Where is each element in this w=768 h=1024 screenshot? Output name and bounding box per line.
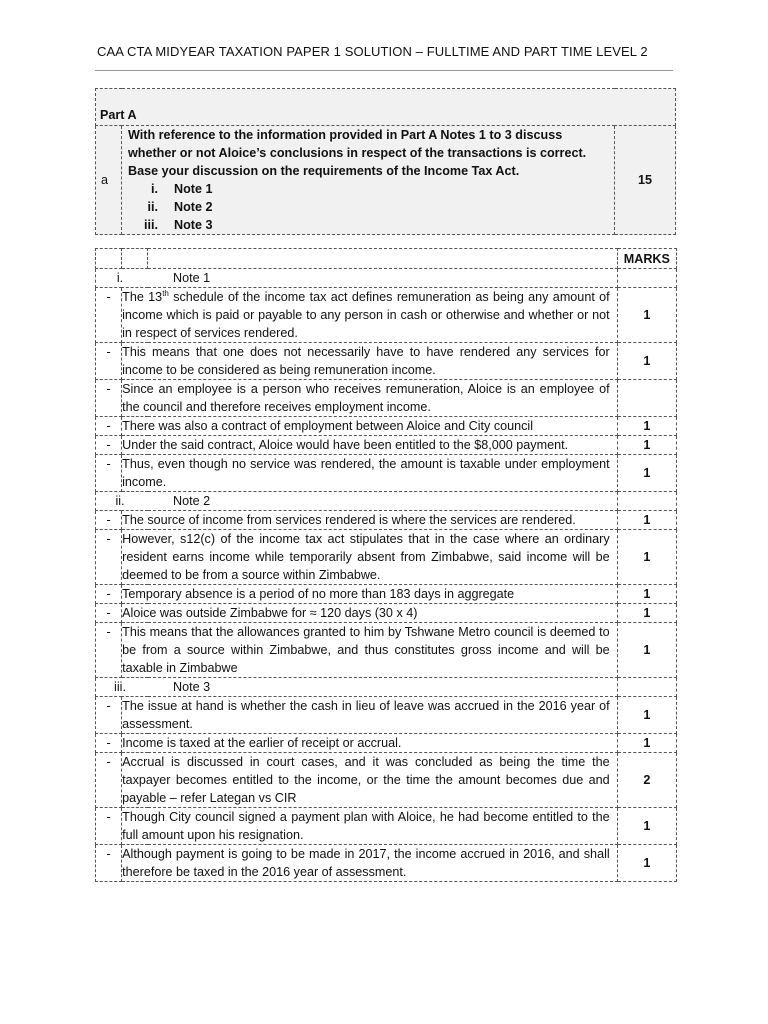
part-a-title: Part A	[96, 89, 676, 126]
bullet-dash: -	[96, 585, 122, 604]
solution-text: Although payment is going to be made in 2017, the income accrued in 2016, and shall therefore be taxed in the 2016 year of assessment.	[122, 845, 618, 882]
note-heading-row: ii. Note 2	[96, 492, 677, 511]
solution-text: Since an employee is a person who receives remuneration, Aloice is an employee of the council and therefore receives employment income.	[122, 380, 618, 417]
question-marks: 15	[615, 126, 676, 235]
solution-text: Income is taxed at the earlier of receipt or accrual.	[122, 734, 618, 753]
row-mark: 1	[617, 511, 676, 530]
marks-header: MARKS	[617, 249, 676, 269]
solution-row	[96, 288, 677, 343]
row-mark: 1	[617, 604, 676, 623]
solution-row	[96, 845, 677, 882]
solution-text: The 13th schedule of the income tax act defines remuneration as being any amount of income which is paid or payable to any person in cash or otherwise and whether or not in respect of services rendered.	[122, 288, 618, 343]
row-mark: 1	[617, 808, 676, 845]
row-mark: 1	[617, 734, 676, 753]
bullet-dash: -	[96, 734, 122, 753]
solution-text: This means that the allowances granted to him by Tshwane Metro council is deemed to be from a source within Zimbabwe, and thus constitutes gross income and will be taxable in Zimbabwe	[122, 623, 618, 678]
solution-row	[96, 697, 677, 734]
note-heading-row: i. Note 1	[96, 269, 677, 288]
question-cell	[122, 126, 615, 235]
bullet-dash: -	[96, 753, 122, 808]
bullet-dash: -	[96, 845, 122, 882]
bullet-dash: -	[96, 808, 122, 845]
question-text: With reference to the information provided in Part A Notes 1 to 3 discuss whether or not Aloice’s conclusions in respect of the transactions is correct. Base your discussion on the requirements of the Income Tax Act.	[128, 128, 587, 178]
solution-text: Though City council signed a payment plan with Aloice, he had become entitled to the full amount upon his resignation.	[122, 808, 618, 845]
note-heading-row: iii. Note 3	[96, 678, 677, 697]
bullet-dash: -	[96, 417, 122, 436]
row-mark: 1	[617, 697, 676, 734]
document-header: CAA CTA MIDYEAR TAXATION PAPER 1 SOLUTION – FULLTIME AND PART TIME LEVEL 2	[97, 44, 648, 59]
row-mark: 1	[617, 530, 676, 585]
solution-text: This means that one does not necessarily have to have rendered any services for income to be considered as being remuneration income.	[122, 343, 618, 380]
solution-row	[96, 343, 677, 380]
solution-row	[96, 604, 677, 623]
solution-row	[96, 734, 677, 753]
solution-row	[96, 530, 677, 585]
row-mark: 2	[617, 753, 676, 808]
bullet-dash: -	[96, 697, 122, 734]
header-rule	[95, 70, 673, 71]
solution-text: Under the said contract, Aloice would have been entitled to the $8,000 payment.	[122, 436, 618, 455]
row-mark: 1	[617, 585, 676, 604]
question-subitem: ii. Note 2	[147, 200, 213, 214]
bullet-dash: -	[96, 604, 122, 623]
bullet-dash: -	[96, 380, 122, 417]
solution-text: Temporary absence is a period of no more than 183 days in aggregate	[122, 585, 618, 604]
question-subitem: iii. Note 3	[144, 218, 213, 232]
solution-row	[96, 455, 677, 492]
bullet-dash: -	[96, 455, 122, 492]
solution-row	[96, 417, 677, 436]
solution-row	[96, 585, 677, 604]
solution-row	[96, 623, 677, 678]
row-mark: 1	[617, 845, 676, 882]
solution-text: There was also a contract of employment between Aloice and City council	[122, 417, 618, 436]
bullet-dash: -	[96, 436, 122, 455]
question-letter: a	[96, 126, 122, 235]
solution-row	[96, 808, 677, 845]
row-mark	[617, 380, 676, 417]
bullet-dash: -	[96, 288, 122, 343]
row-mark: 1	[617, 455, 676, 492]
part-a-question-table	[95, 88, 676, 235]
row-mark: 1	[617, 288, 676, 343]
row-mark: 1	[617, 623, 676, 678]
solution-text: However, s12(c) of the income tax act stipulates that in the case where an ordinary resident earns income while temporarily absent from Zimbabwe, said income will be deemed to be from a source within Zimbabwe.	[122, 530, 618, 585]
solution-row	[96, 753, 677, 808]
bullet-dash: -	[96, 343, 122, 380]
solution-row	[96, 436, 677, 455]
question-subitem: i. Note 1	[151, 182, 213, 196]
solution-text: The issue at hand is whether the cash in lieu of leave was accrued in the 2016 year of assessment.	[122, 697, 618, 734]
solution-text: Thus, even though no service was rendered, the amount is taxable under employment income.	[122, 455, 618, 492]
solution-table	[95, 248, 677, 882]
row-mark: 1	[617, 417, 676, 436]
solution-text: Accrual is discussed in court cases, and it was concluded as being the time the taxpayer becomes entitled to the income, or the time the amount becomes due and payable – refer Lategan vs CIR	[122, 753, 618, 808]
solution-row	[96, 511, 677, 530]
bullet-dash: -	[96, 530, 122, 585]
row-mark: 1	[617, 343, 676, 380]
solution-text: The source of income from services rendered is where the services are rendered.	[122, 511, 618, 530]
bullet-dash: -	[96, 511, 122, 530]
solution-row	[96, 380, 677, 417]
row-mark: 1	[617, 436, 676, 455]
bullet-dash: -	[96, 623, 122, 678]
solution-text: Aloice was outside Zimbabwe for ≈ 120 days (30 x 4)	[122, 604, 618, 623]
